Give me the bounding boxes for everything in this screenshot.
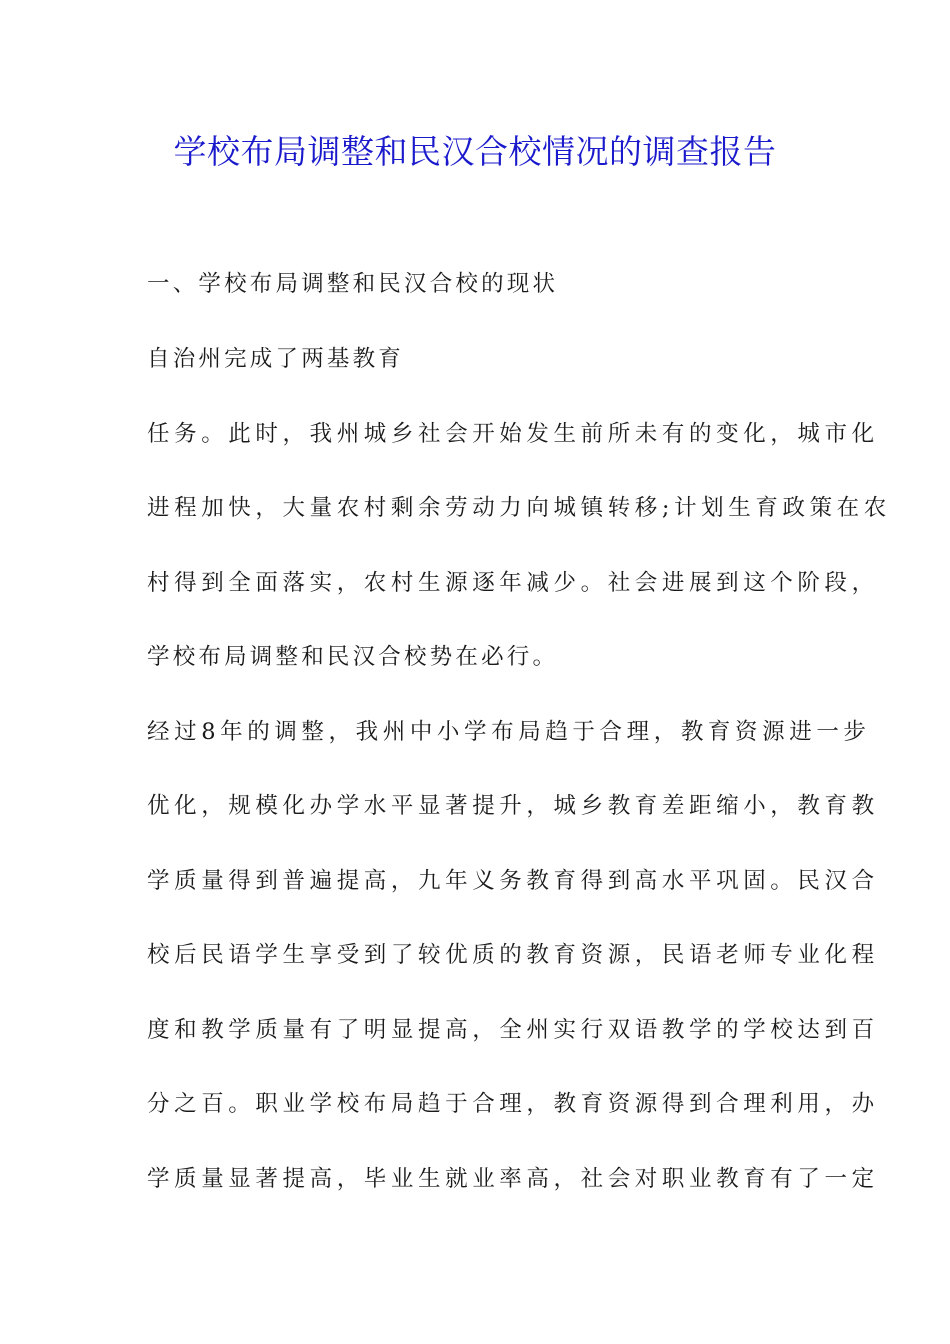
body-line: 经过8年的调整，我州中小学布局趋于合理，教育资源进一步 (147, 719, 871, 745)
body-line: 村得到全面落实，农村生源逐年减少。社会进展到这个阶段， (147, 570, 879, 596)
body-line: 优化，规模化办学水平显著提升，城乡教育差距缩小，教育教 (147, 793, 879, 819)
body-line: 度和教学质量有了明显提高，全州实行双语教学的学校达到百 (147, 1017, 879, 1043)
body-line: 任务。此时，我州城乡社会开始发生前所未有的变化，城市化 (147, 421, 879, 447)
body-line: 学校布局调整和民汉合校势在必行。 (147, 644, 559, 670)
body-line: 校后民语学生享受到了较优质的教育资源，民语老师专业化程 (147, 942, 879, 968)
body-line: 分之百。职业学校布局趋于合理，教育资源得到合理利用，办 (147, 1091, 879, 1117)
body-line: 进程加快，大量农村剩余劳动力向城镇转移;计划生育政策在农 (147, 495, 891, 521)
body-line: 学质量显著提高，毕业生就业率高，社会对职业教育有了一定 (147, 1166, 879, 1192)
body-line: 自治州完成了两基教育 (147, 346, 405, 372)
body-line: 学质量得到普遍提高，九年义务教育得到高水平巩固。民汉合 (147, 868, 879, 894)
section-heading: 一、学校布局调整和民汉合校的现状 (147, 271, 559, 297)
document-title: 学校布局调整和民汉合校情况的调查报告 (173, 132, 777, 171)
